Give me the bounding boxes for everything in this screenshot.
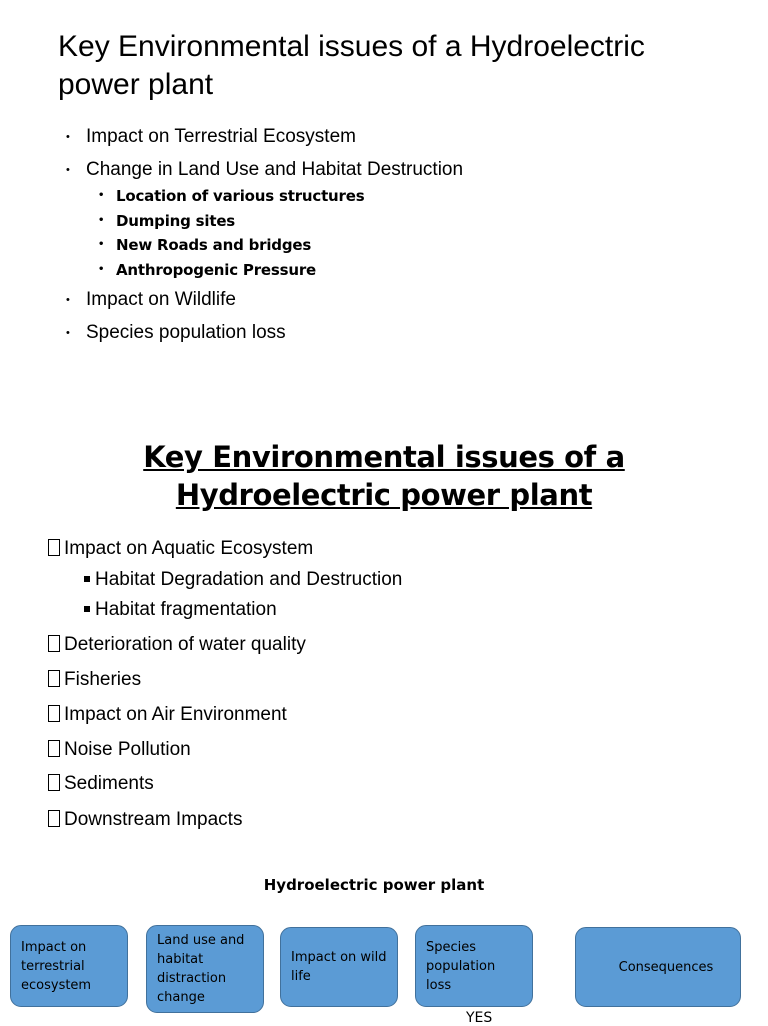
missing-glyph-box-icon xyxy=(48,539,60,556)
list-item xyxy=(48,809,242,831)
diagram-box-consequences xyxy=(575,927,741,1007)
bullet-text: Impact on Wildlife xyxy=(86,289,236,310)
sub-bullet-item xyxy=(98,187,364,205)
diagram-box-wildlife xyxy=(280,927,398,1007)
sub-list-item xyxy=(84,599,277,621)
missing-glyph-box-icon xyxy=(48,705,60,722)
list-item-text: Sediments xyxy=(64,773,154,794)
bullet-dot: • xyxy=(66,294,70,306)
sub-bullet-text: Dumping sites xyxy=(116,212,236,230)
sub-bullet-text: Anthropogenic Pressure xyxy=(116,261,316,279)
bullet-item xyxy=(66,159,463,181)
list-item xyxy=(48,704,287,726)
list-item-text: Impact on Aquatic Ecosystem xyxy=(64,538,314,559)
list-item-text: Fisheries xyxy=(64,669,142,690)
slide1-title: Key Environmental issues of a Hydroelectric power plant xyxy=(58,30,645,101)
bullet-dot: • xyxy=(66,131,70,143)
diagram-box-label: Land use and habitat distraction change xyxy=(157,933,245,1005)
diagram-box-label: Impact on wild life xyxy=(291,950,387,984)
diagram-box-label: Impact on terrestrial ecosystem xyxy=(21,939,92,993)
sub-bullet-item xyxy=(98,236,311,254)
bullet-item xyxy=(66,322,286,344)
list-item-text: Impact on Air Environment xyxy=(64,704,287,725)
list-item-text: Downstream Impacts xyxy=(64,809,243,830)
list-item xyxy=(48,538,313,560)
missing-glyph-box-icon xyxy=(48,670,60,687)
sub-bullet-text: Location of various structures xyxy=(116,187,365,205)
bullet-item xyxy=(66,289,236,311)
sub-bullet-item xyxy=(98,261,316,279)
bullet-dot: • xyxy=(98,190,105,201)
diagram-box-label: Consequences xyxy=(618,959,714,975)
list-item-text: Deterioration of water quality xyxy=(64,634,306,655)
list-item-text: Noise Pollution xyxy=(64,739,191,760)
missing-glyph-box-icon xyxy=(48,774,60,791)
yes-label: YES xyxy=(466,1010,493,1026)
square-bullet-icon xyxy=(84,576,90,582)
bullet-dot: • xyxy=(66,327,70,339)
diagram-box-species xyxy=(415,925,533,1007)
sub-list-item xyxy=(84,569,402,591)
bullet-text: Change in Land Use and Habitat Destruction xyxy=(86,159,464,180)
missing-glyph-box-icon xyxy=(48,740,60,757)
list-item xyxy=(48,669,141,691)
sub-bullet-text: New Roads and bridges xyxy=(116,236,312,254)
list-item xyxy=(48,773,154,795)
bullet-dot: • xyxy=(66,164,70,176)
sub-list-item-text: Habitat fragmentation xyxy=(95,599,277,620)
slide2-title: Key Environmental issues of a Hydroelectric power plant xyxy=(143,440,625,512)
diagram-box-label: Species population loss xyxy=(426,939,496,993)
bullet-item xyxy=(66,126,356,148)
bullet-dot: • xyxy=(98,215,105,226)
diagram-title: Hydroelectric power plant xyxy=(263,876,485,894)
bullet-text: Species population loss xyxy=(86,322,286,343)
square-bullet-icon xyxy=(84,606,90,612)
bullet-dot: • xyxy=(98,264,105,275)
missing-glyph-box-icon xyxy=(48,810,60,827)
diagram-box-terrestrial xyxy=(10,925,128,1007)
missing-glyph-box-icon xyxy=(48,635,60,652)
sub-list-item-text: Habitat Degradation and Destruction xyxy=(95,569,403,590)
sub-bullet-item xyxy=(98,212,235,230)
bullet-text: Impact on Terrestrial Ecosystem xyxy=(86,126,356,147)
list-item xyxy=(48,634,306,656)
diagram-box-land-use xyxy=(146,925,264,1013)
list-item xyxy=(48,739,191,761)
bullet-dot: • xyxy=(98,239,105,250)
